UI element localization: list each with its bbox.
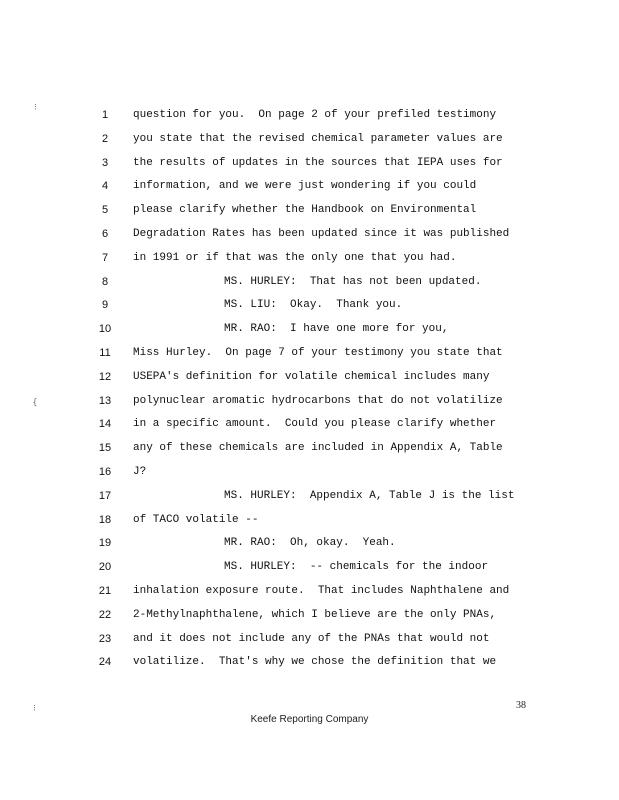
transcript-line (0, 461, 619, 483)
line-number: 11 (99, 347, 111, 359)
line-number: 10 (98, 323, 112, 336)
line-text: USEPA's definition for volatile chemical includes many (133, 370, 490, 383)
line-number: 13 (98, 394, 112, 407)
line-text: in 1991 or if that was the only one that you had. (133, 251, 457, 264)
transcript-line (0, 104, 619, 126)
line-text: MS. HURLEY: Appendix A, Table J is the list (224, 489, 515, 502)
binder-hole-mark: { (32, 398, 38, 408)
transcript-line (0, 223, 619, 245)
line-number: 9 (101, 299, 109, 312)
line-text: MS. LIU: Okay. Thank you. (224, 299, 403, 312)
line-number: 19 (98, 537, 112, 550)
line-number: 14 (98, 418, 112, 431)
line-text: you state that the revised chemical parameter values are (133, 132, 503, 145)
transcript-line (0, 271, 619, 293)
transcript-line (0, 604, 619, 626)
line-text: inhalation exposure route. That includes Naphthalene and (133, 585, 510, 597)
binder-hole-mark: ⁝ (33, 704, 36, 714)
transcript-line (0, 556, 619, 578)
line-number: 12 (98, 370, 112, 383)
line-number: 1 (101, 109, 109, 121)
line-text: information, and we were just wondering if you could (133, 180, 477, 193)
line-text: J? (133, 466, 147, 478)
line-text: MS. HURLEY: -- chemicals for the indoor (224, 561, 489, 574)
transcript-line (0, 580, 619, 602)
line-number: 5 (101, 204, 109, 217)
line-number: 16 (98, 466, 112, 478)
line-text: question for you. On page 2 of your prefiled testimony (133, 109, 497, 121)
line-number: 3 (101, 156, 109, 169)
line-number: 20 (98, 561, 112, 574)
line-number: 6 (101, 228, 109, 240)
line-text: polynuclear aromatic hydrocarbons that do not volatilize (133, 394, 503, 407)
transcript-line (0, 532, 619, 554)
transcript-line (0, 509, 619, 531)
transcript-line (0, 413, 619, 435)
transcript-line (0, 152, 619, 174)
line-number: 18 (98, 513, 112, 526)
line-text: the results of updates in the sources that IEPA uses for (133, 156, 503, 169)
line-number: 17 (98, 489, 112, 502)
line-text: Miss Hurley. On page 7 of your testimony you state that (133, 347, 503, 359)
transcript-line (0, 437, 619, 459)
page-number: 38 (516, 700, 526, 711)
line-number: 22 (98, 608, 112, 621)
line-number: 4 (101, 180, 109, 193)
transcript-line (0, 485, 619, 507)
transcript-line (0, 294, 619, 316)
transcript-line (0, 390, 619, 412)
transcript-line (0, 342, 619, 364)
line-text: 2-Methylnaphthalene, which I believe are the only PNAs, (133, 608, 497, 621)
transcript-line (0, 366, 619, 388)
line-number: 24 (98, 656, 112, 669)
transcript-line (0, 199, 619, 221)
transcript-line (0, 318, 619, 340)
line-text: MR. RAO: I have one more for you, (224, 323, 449, 336)
line-number: 7 (101, 251, 109, 264)
line-number: 21 (98, 585, 112, 597)
footer-company: Keefe Reporting Company (250, 714, 369, 725)
line-text: Degradation Rates has been updated since it was published (133, 228, 510, 240)
line-text: MS. HURLEY: That has not been updated. (224, 275, 482, 288)
transcript-line (0, 247, 619, 269)
line-text: MR. RAO: Oh, okay. Yeah. (224, 537, 396, 550)
transcript-line (0, 628, 619, 650)
line-text: volatilize. That's why we chose the definition that we (133, 656, 497, 669)
line-text: please clarify whether the Handbook on Environmental (133, 204, 477, 217)
line-number: 8 (101, 275, 109, 288)
line-text: and it does not include any of the PNAs that would not (133, 632, 490, 645)
transcript-line (0, 175, 619, 197)
transcript-line (0, 651, 619, 673)
binder-hole-mark: ⁝ (34, 103, 37, 113)
line-number: 15 (98, 442, 112, 455)
line-text: any of these chemicals are included in Appendix A, Table (133, 442, 503, 455)
line-number: 2 (101, 132, 109, 145)
line-text: in a specific amount. Could you please clarify whether (133, 418, 497, 431)
transcript-line (0, 128, 619, 150)
line-number: 23 (98, 632, 112, 645)
line-text: of TACO volatile -- (133, 513, 259, 526)
